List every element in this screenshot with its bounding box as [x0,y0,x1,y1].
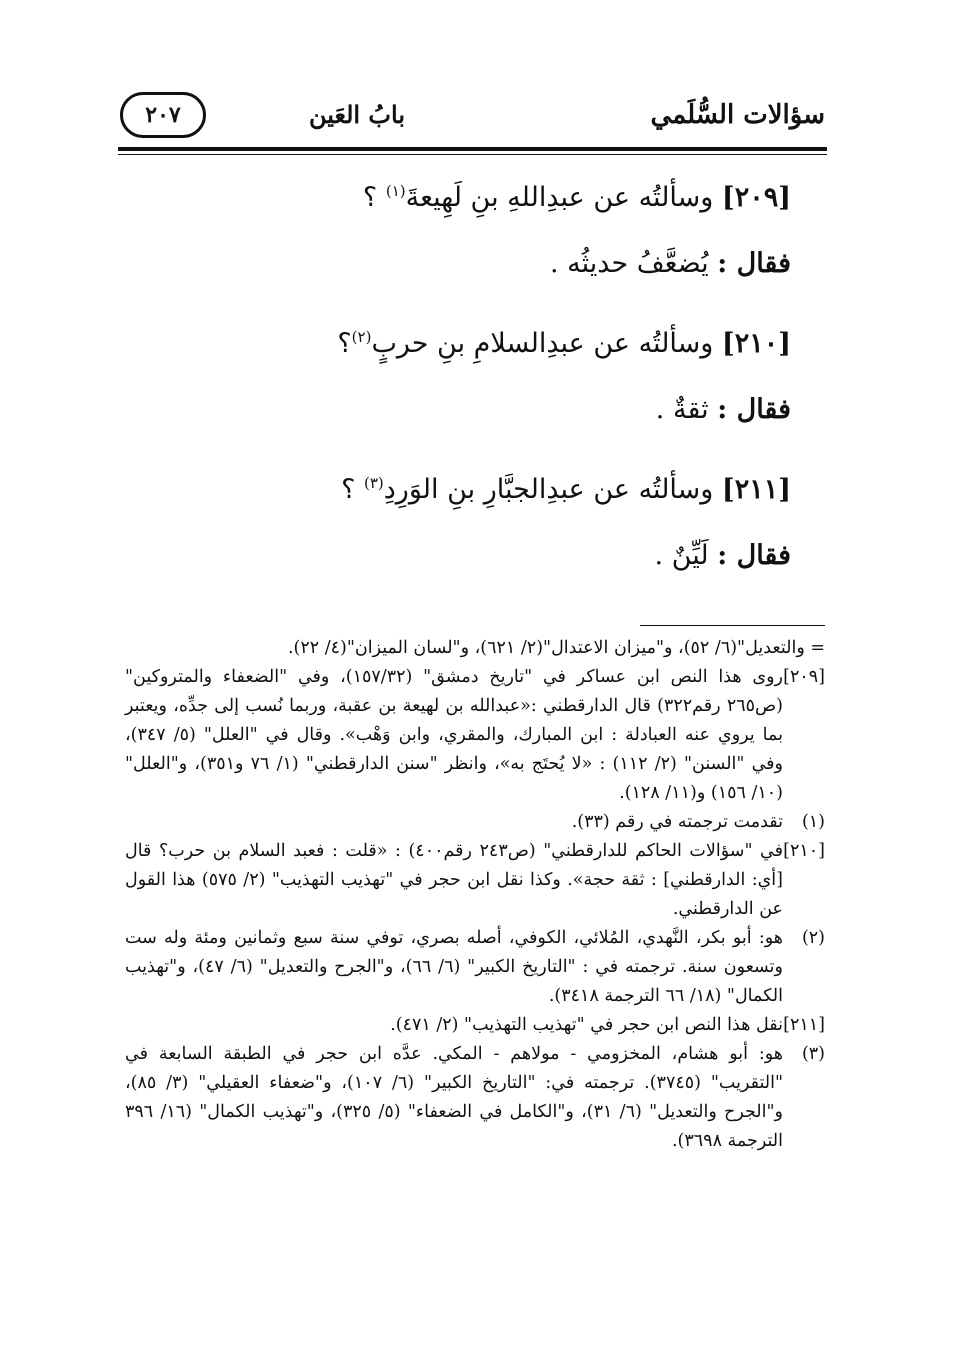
question-text: وسألتُه عن عبدِاللهِ بنِ لَهِيعةَ [405,182,714,213]
answer-210 [151,385,791,458]
footnote-210 [125,837,825,924]
question-209 [151,166,791,239]
footnote-marker: [٢١١] [783,1015,825,1035]
footnote-1 [125,808,825,837]
entry-number: [٢١١] [721,474,791,505]
chapter-title: بابُ العَين [308,100,405,129]
footnotes [125,634,825,1156]
entry-number: [٢١٠] [721,328,791,359]
footnote-text: هو: أبو بكر، النَّهدي، المُلائي، الكوفي، أصله بصري، توفي سنة سبع وثمانين ومئة وله ست وتسعون سنة. ترجمته في : "التاريخ الكبير" (٦/ ٦٦)، و"الجرح والتعديل" (٦/ ٤٧)، و"تهذيب الكمال" (١٨/ ٦٦ الترجمة ٣٤١٨). [125,928,783,1006]
main-text [151,166,791,604]
footnote-text: روى هذا النص ابن عساكر في "تاريخ دمشق" (١٥٧/٣٢)، وفي "الضعفاء والمتروكين" (ص٢٦٥ رقم٣٢٢) قال الدارقطني :«عبدالله بن لهيعة بن عقبة، وربما نُسب إلى جدِّه، ويعتبر بما يروي عنه العبادلة : ابن المبارك، والمقري، وابن وَهْب». وقال في "العلل" (٥/ ٣٤٧)، وفي "السنن" (٢/ ١١٢) : «لا يُحتَج به»، وانظر "سنن الدارقطني" (١/ ٧٦ و٣٥١)، و"العلل" (١٠/ ١٥٦) و(١١/ ١٢٨). [125,667,784,803]
footnote-ref: (٣) [364,474,384,492]
answer-lead: فقال : [717,394,791,425]
entry-number: [٢٠٩] [721,182,791,213]
answer-209 [151,239,791,312]
question-mark: ؟ [362,182,386,213]
footnote-ref: (١) [385,182,406,200]
answer-text: لَيِّنٌ . [654,540,709,571]
footnote-marker: [٢٠٩] [783,667,825,687]
footnote-text: = والتعديل"(٦/ ٥٢)، و"ميزان الاعتدال"(٢/ ٦٢١)، و"لسان الميزان"(٤/ ٢٢). [287,638,825,658]
question-mark: ؟ [337,328,352,359]
answer-lead: فقال : [717,248,791,279]
header-rule-thick [118,147,827,151]
footnote-marker: (٣) [801,1044,825,1064]
question-text: وسألتُه عن عبدِالسلامِ بنِ حربٍ [371,328,714,359]
answer-211 [151,531,791,604]
question-text: وسألتُه عن عبدِالجبَّارِ بنِ الوَرِدِ [383,474,714,505]
footnote-text: في "سؤالات الحاكم للدارقطني" (ص٢٤٣ رقم٤٠٠) : «قلت : فعبد السلام بن حرب؟ قال [أي: الدارقطني] : ثقة حجة». وكذا نقل ابن حجر في "تهذيب التهذيب" (٢/ ٥٧٥) هذا القول عن الدارقطني. [125,841,783,919]
page-number: ٢٠٧ [120,92,206,138]
footnote-2 [125,924,825,1011]
footnote-separator [640,625,825,626]
footnote-211 [125,1011,825,1040]
page-header [120,92,825,150]
answer-text: ثقةٌ . [655,394,709,425]
footnote-marker: (١) [801,812,825,832]
answer-text: يُضعَّفُ حديثُه . [549,248,709,279]
footnote-continuation [125,634,825,663]
footnote-text: نقل هذا النص ابن حجر في "تهذيب التهذيب" (٢/ ٤٧١). [390,1015,783,1035]
running-title: سؤالات السُّلَمي [650,100,825,130]
footnote-3 [125,1040,825,1156]
footnote-marker: (٢) [801,928,825,948]
footnote-text: هو: أبو هشام، المخزومي - مولاهم - المكي. عدَّه ابن حجر في الطبقة السابعة في "التقريب" (٣٧٤٥). ترجمته في: "التاريخ الكبير" (٦/ ١٠٧)، و"ضعفاء العقيلي" (٣/ ٨٥)، و"الجرح والتعديل" (٦/ ٣١)، و"الكامل في الضعفاء" (٥/ ٣٢٥)، و"تهذيب الكمال" (١٦/ ٣٩٦ الترجمة ٣٦٩٨). [125,1044,784,1151]
footnote-209 [125,663,825,808]
header-rule-thin [118,154,827,155]
answer-lead: فقال : [717,540,791,571]
footnote-ref: (٢) [351,328,372,346]
footnote-marker: [٢١٠] [783,841,825,861]
question-mark: ؟ [341,474,364,505]
question-210 [151,312,791,385]
question-211 [151,458,791,531]
footnote-text: تقدمت ترجمته في رقم (٣٣). [571,812,783,832]
